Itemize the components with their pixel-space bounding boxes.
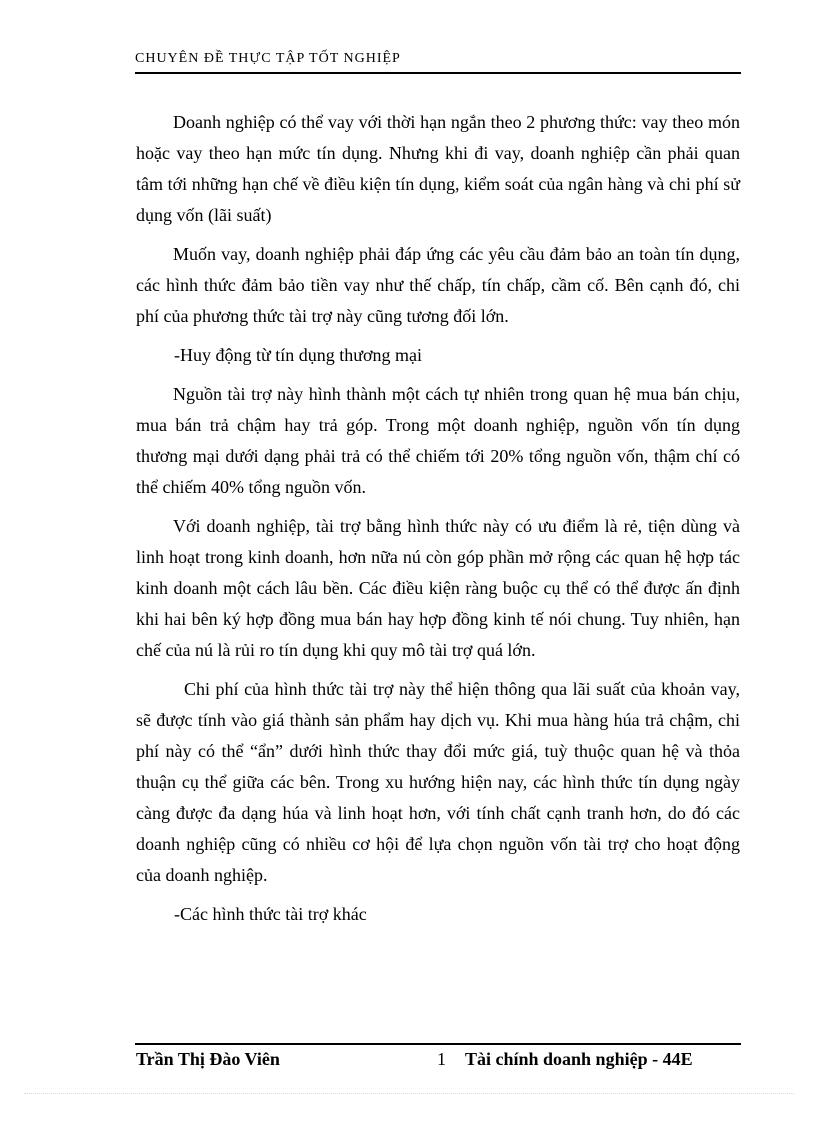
paragraph: Với doanh nghiệp, tài trợ bằng hình thức này có ưu điểm là rẻ, tiện dùng và linh hoạt trong kinh doanh, hơn nữa nú còn góp phần mở rộng các quan hệ hợp tác kinh doanh một cách lâu bền. Các điều kiện ràng buộc cụ thể có thể được ấn định khi hai bên ký hợp đồng mua bán hay hợp đồng kinh tế nói chung. Tuy nhiên, hạn chế của nú là rủi ro tín dụng khi quy mô tài trợ quá lớn.: [136, 516, 740, 660]
footer-author: Trần Thị Đào Viên: [136, 1049, 280, 1069]
page-edge-divider: [24, 1093, 794, 1094]
page-header: [135, 50, 741, 74]
section-bullet: -Huy động từ tín dụng thương mại: [174, 345, 423, 365]
paragraph: Doanh nghiệp có thể vay với thời hạn ngắn theo 2 phương thức: vay theo món hoặc vay theo hạn mức tín dụng. Nhưng khi đi vay, doanh nghiệp cần phải quan tâm tới những hạn chế về điều kiện tín dụng, kiểm soát của ngân hàng và chi phí sử dụng vốn (lãi suất): [136, 112, 740, 225]
page-number: 1: [437, 1049, 446, 1069]
document-body: [136, 107, 740, 938]
paragraph: Chi phí của hình thức tài trợ này thể hiện thông qua lãi suất của khoản vay, sẽ được tính vào giá thành sản phẩm hay dịch vụ. Khi mua hàng húa trả chậm, chi phí này có thể “ẩn” dưới hình thức thay đổi mức giá, tuỳ thuộc quan hệ và thỏa thuận cụ thể giữa các bên. Trong xu hướng hiện nay, các hình thức tín dụng ngày càng được đa dạng húa và linh hoạt hơn, với tính chất cạnh tranh hơn, do đó các doanh nghiệp cũng có nhiều cơ hội để lựa chọn nguồn vốn tài trợ cho hoạt động của doanh nghiệp.: [136, 679, 740, 885]
section-bullet: -Các hình thức tài trợ khác: [174, 904, 367, 924]
paragraph: Nguồn tài trợ này hình thành một cách tự nhiên trong quan hệ mua bán chịu, mua bán trả chậm hay trả góp. Trong một doanh nghiệp, nguồn vốn tín dụng thương mại dưới dạng phải trả có thể chiếm tới 20% tổng nguồn vốn, thậm chí có thể chiếm 40% tổng nguồn vốn.: [136, 384, 740, 497]
document-title: CHUYÊN ĐỀ THỰC TẬP TỐT NGHIỆP: [135, 51, 401, 66]
page-footer: [135, 1043, 741, 1075]
footer-department: Tài chính doanh nghiệp - 44E: [465, 1049, 693, 1069]
paragraph: Muốn vay, doanh nghiệp phải đáp ứng các yêu cầu đảm bảo an toàn tín dụng, các hình thức đảm bảo tiền vay như thế chấp, tín chấp, cầm cố. Bên cạnh đó, chi phí của phương thức tài trợ này cũng tương đối lớn.: [136, 244, 740, 326]
